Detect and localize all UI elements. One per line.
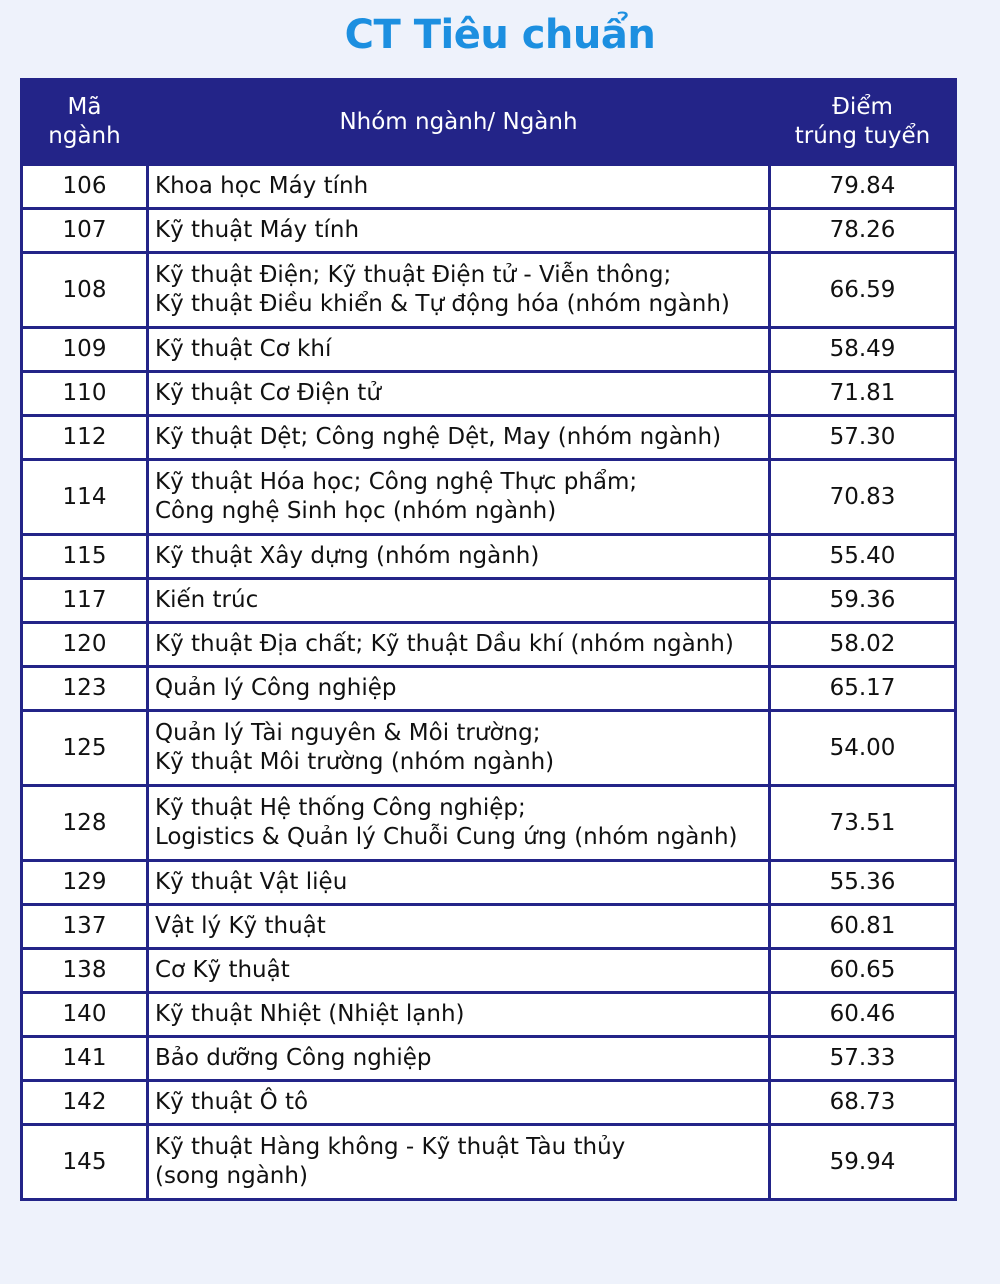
header-score-line1: Điểm [832,94,893,120]
admission-score-table [20,78,957,1201]
major-name [148,209,770,253]
major-name [148,165,770,209]
table-row [22,535,956,579]
major-name-line: Kỹ thuật Địa chất; Kỹ thuật Dầu khí (nhóm ngành) [155,631,734,657]
header-code-line2: ngành [48,123,121,149]
admission-score: 71.81 [770,372,956,416]
major-name-line: Kỹ thuật Môi trường (nhóm ngành) [155,749,555,775]
admission-score: 73.51 [770,786,956,861]
major-name [148,1125,770,1200]
major-name [148,949,770,993]
admission-score: 55.40 [770,535,956,579]
major-name-line: Kỹ thuật Dệt; Công nghệ Dệt, May (nhóm ngành) [155,424,722,450]
major-code: 112 [22,416,148,460]
table-row [22,667,956,711]
table-row [22,711,956,786]
header-score-line2: trúng tuyển [794,123,931,149]
major-code: 142 [22,1081,148,1125]
major-name [148,905,770,949]
admission-score: 58.49 [770,328,956,372]
major-name-line: (song ngành) [155,1163,308,1189]
table-row [22,949,956,993]
table-row [22,905,956,949]
header-name: Nhóm ngành/ Ngành [148,80,770,165]
table-row [22,861,956,905]
admission-score: 59.36 [770,579,956,623]
admission-score: 79.84 [770,165,956,209]
major-name-line: Bảo dưỡng Công nghiệp [155,1045,432,1071]
major-code: 106 [22,165,148,209]
admission-score: 65.17 [770,667,956,711]
major-name [148,416,770,460]
admission-score: 78.26 [770,209,956,253]
table-row [22,623,956,667]
table-row [22,1125,956,1200]
major-name [148,1037,770,1081]
major-name-line: Cơ Kỹ thuật [155,957,290,983]
admission-score: 60.81 [770,905,956,949]
major-name [148,372,770,416]
admission-score: 58.02 [770,623,956,667]
major-name-line: Khoa học Máy tính [155,173,369,199]
major-code: 125 [22,711,148,786]
table-row [22,786,956,861]
major-code: 123 [22,667,148,711]
major-name-line: Kỹ thuật Hệ thống Công nghiệp; [155,795,526,821]
major-name-line: Kỹ thuật Nhiệt (Nhiệt lạnh) [155,1001,465,1027]
table-row [22,993,956,1037]
major-code: 114 [22,460,148,535]
header-code-line1: Mã [67,94,102,120]
major-code: 128 [22,786,148,861]
major-name [148,623,770,667]
major-name [148,667,770,711]
major-name [148,328,770,372]
major-code: 117 [22,579,148,623]
major-name-line: Kỹ thuật Cơ Điện tử [155,380,381,406]
major-name-line: Kỹ thuật Xây dựng (nhóm ngành) [155,543,540,569]
admission-score: 68.73 [770,1081,956,1125]
major-name-line: Kỹ thuật Điều khiển & Tự động hóa (nhóm ngành) [155,291,730,317]
major-code: 138 [22,949,148,993]
admission-score: 60.65 [770,949,956,993]
major-name-line: Kỹ thuật Ô tô [155,1089,309,1115]
major-name [148,579,770,623]
major-code: 107 [22,209,148,253]
major-name [148,786,770,861]
table-header-row [22,80,956,165]
major-name-line: Công nghệ Sinh học (nhóm ngành) [155,498,557,524]
major-name-line: Kỹ thuật Cơ khí [155,336,332,362]
major-name-line: Quản lý Tài nguyên & Môi trường; [155,720,541,746]
major-name [148,253,770,328]
major-name-line: Quản lý Công nghiệp [155,675,397,701]
major-name [148,861,770,905]
table-row [22,579,956,623]
table-row [22,460,956,535]
table-row [22,1037,956,1081]
page-title: CT Tiêu chuẩn [344,12,656,58]
major-name [148,460,770,535]
major-code: 120 [22,623,148,667]
major-code: 110 [22,372,148,416]
major-name [148,993,770,1037]
admission-score: 54.00 [770,711,956,786]
major-name [148,1081,770,1125]
major-code: 129 [22,861,148,905]
major-name-line: Kỹ thuật Điện; Kỹ thuật Điện tử - Viễn thông; [155,262,672,288]
table-row [22,209,956,253]
major-name [148,711,770,786]
table-row [22,1081,956,1125]
admission-score: 57.30 [770,416,956,460]
admission-score: 66.59 [770,253,956,328]
major-code: 140 [22,993,148,1037]
table-row [22,416,956,460]
major-name-line: Kiến trúc [155,587,259,613]
table-row [22,328,956,372]
admission-score: 60.46 [770,993,956,1037]
major-name-line: Logistics & Quản lý Chuỗi Cung ứng (nhóm ngành) [155,824,738,850]
major-name-line: Kỹ thuật Hàng không - Kỹ thuật Tàu thủy [155,1134,626,1160]
major-name-line: Kỹ thuật Hóa học; Công nghệ Thực phẩm; [155,469,638,495]
table-row [22,372,956,416]
admission-score: 59.94 [770,1125,956,1200]
admission-score: 70.83 [770,460,956,535]
header-score [770,80,956,165]
major-code: 108 [22,253,148,328]
major-code: 137 [22,905,148,949]
major-name-line: Kỹ thuật Máy tính [155,217,360,243]
major-code: 115 [22,535,148,579]
admission-score: 57.33 [770,1037,956,1081]
table-row [22,253,956,328]
major-name-line: Kỹ thuật Vật liệu [155,869,348,895]
major-name [148,535,770,579]
table-row [22,165,956,209]
admission-score: 55.36 [770,861,956,905]
table-body [22,165,956,1200]
major-code: 109 [22,328,148,372]
major-code: 141 [22,1037,148,1081]
major-code: 145 [22,1125,148,1200]
header-code [22,80,148,165]
major-name-line: Vật lý Kỹ thuật [155,913,326,939]
